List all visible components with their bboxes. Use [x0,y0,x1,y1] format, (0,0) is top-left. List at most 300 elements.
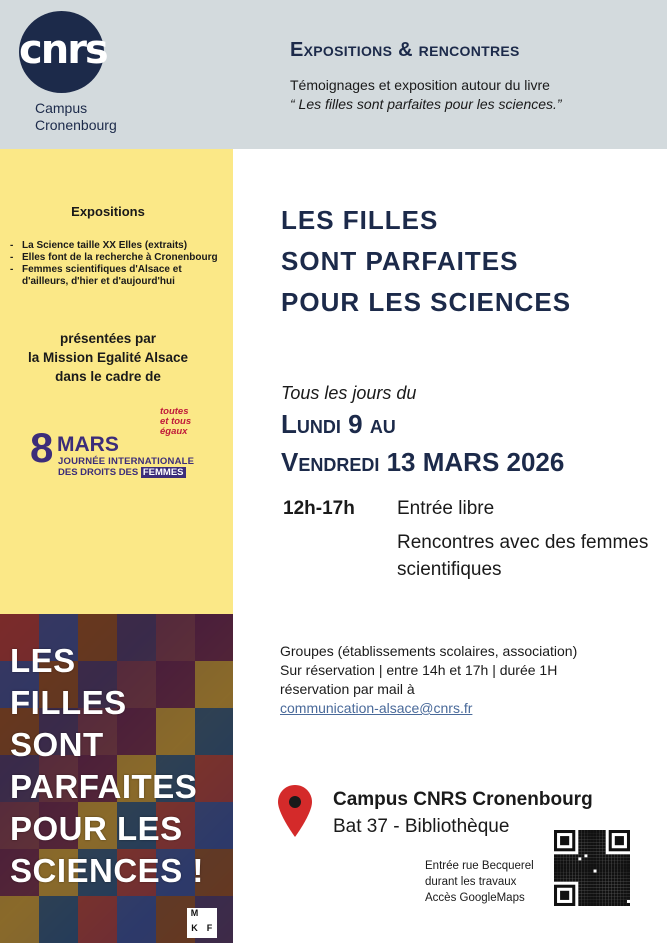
qr-module [563,863,566,866]
qr-module [624,897,627,900]
qr-module [606,854,609,857]
qr-module [575,857,578,860]
qr-module [590,845,593,848]
qr-module [581,848,584,851]
qr-module [575,873,578,876]
qr-module [581,888,584,891]
qr-module [584,876,587,879]
qr-module [606,876,609,879]
qr-module [587,857,590,860]
qr-module [609,863,612,866]
qr-module [554,879,557,882]
qr-module [618,903,621,906]
qr-module [597,894,600,897]
main-title [281,200,571,323]
qr-module [563,857,566,860]
qr-module [621,870,624,873]
tous-les-jours: Tous les jours du [281,383,417,403]
qr-module [572,854,575,857]
qr-module [575,870,578,873]
qr-module [606,860,609,863]
poster-word: PARFAITES [10,768,198,805]
qr-module [615,857,618,860]
qr-module [584,891,587,894]
femmes-highlight: FEMMES [142,467,184,478]
qr-module [597,833,600,836]
qr-module [627,903,630,906]
qr-module [600,845,603,848]
qr-module [597,839,600,842]
qr-module [566,854,569,857]
logo-line-2: et tous [160,416,192,427]
qr-module [578,894,581,897]
qr-module [618,870,621,873]
qr-module [594,830,597,833]
poster-photo-tile [39,896,78,943]
qr-module [594,857,597,860]
qr-module [572,873,575,876]
qr-module [563,854,566,857]
qr-module [597,903,600,906]
poster-photo-tile [0,896,39,943]
access-line-1: Entrée rue Becquerel [425,860,534,872]
qr-module [581,891,584,894]
qr-module [612,885,615,888]
qr-module [575,854,578,857]
qr-module [624,857,627,860]
qr-module [584,836,587,839]
qr-module [609,854,612,857]
qr-module [615,863,618,866]
qr-module [578,882,581,885]
qr-module [584,903,587,906]
qr-module [590,833,593,836]
qr-module [594,842,597,845]
qr-module [581,854,584,857]
qr-module [600,842,603,845]
qr-module [609,888,612,891]
qr-module [594,836,597,839]
logo-cell: F [206,923,213,933]
qr-module [594,897,597,900]
qr-module [606,882,609,885]
qr-module [557,857,560,860]
qr-module [600,857,603,860]
qr-module [624,885,627,888]
qr-module [572,860,575,863]
qr-module [597,897,600,900]
campus-label [35,100,117,134]
qr-module [587,839,590,842]
qr-module [624,863,627,866]
qr-module [612,876,615,879]
qr-module [578,870,581,873]
poster-word: FILLES [10,684,127,721]
qr-module [560,857,563,860]
qr-module [584,839,587,842]
qr-module [621,876,624,879]
qr-module [615,891,618,894]
qr-module [600,876,603,879]
qr-code-icon[interactable] [554,830,630,906]
groups-info [280,642,577,718]
qr-module [603,857,606,860]
qr-module [597,873,600,876]
qr-module [572,857,575,860]
qr-module [600,851,603,854]
qr-module [587,879,590,882]
qr-module [578,891,581,894]
qr-module [581,839,584,842]
poster-photo-tile [78,614,117,661]
qr-module [609,873,612,876]
qr-module [600,888,603,891]
qr-module [618,894,621,897]
qr-module [578,863,581,866]
qr-module [600,882,603,885]
qr-module [612,891,615,894]
qr-module [578,854,581,857]
qr-module [603,873,606,876]
qr-module [600,879,603,882]
date-end-day: Vendredi [281,447,380,477]
qr-module [612,857,615,860]
qr-module [554,873,557,876]
qr-module [621,900,624,903]
qr-module [612,888,615,891]
qr-module [606,857,609,860]
qr-module [560,866,563,869]
qr-module [615,879,618,882]
qr-module [594,863,597,866]
header-subtitle-2 [290,96,562,112]
qr-module [612,900,615,903]
qr-module [621,863,624,866]
qr-module [609,891,612,894]
qr-module [609,879,612,882]
qr-module [627,866,630,869]
qr-module [557,873,560,876]
date-start-day: Lundi [281,409,341,439]
qr-module [569,879,572,882]
qr-module [557,870,560,873]
qr-module [578,845,581,848]
entree-libre: Entrée libre [397,498,495,519]
qr-module [554,854,557,857]
qr-module [606,873,609,876]
qr-module [603,903,606,906]
qr-module [590,857,593,860]
groups-line-2: Sur réservation | entre 14h et 17h | durée 1H [280,662,558,678]
qr-module [584,851,587,854]
qr-module [594,848,597,851]
eight-mars-number: 8 [30,424,54,471]
qr-module [606,863,609,866]
poster-photo-tile [195,661,233,708]
logo-cell: K [191,923,198,933]
qr-module [560,873,563,876]
qr-module [554,876,557,879]
qr-module [584,866,587,869]
qr-module [578,833,581,836]
qr-module [569,873,572,876]
qr-module [624,903,627,906]
qr-module [587,866,590,869]
qr-module [612,894,615,897]
qr-module [624,870,627,873]
qr-module [621,873,624,876]
qr-module [581,857,584,860]
qr-module [603,863,606,866]
qr-module [618,873,621,876]
list-item: - La Science taille XX Elles (extraits) [10,240,220,252]
droits-prefix: DES DROITS DES [58,467,141,478]
qr-module [581,833,584,836]
qr-module [584,863,587,866]
eight-mars-word: MARS [57,433,119,456]
qr-module [581,897,584,900]
journee-internationale: JOURNÉE INTERNATIONALE [58,456,195,467]
qr-module [600,830,603,833]
qr-module [594,894,597,897]
qr-module [590,900,593,903]
qr-module [621,857,624,860]
qr-module [603,866,606,869]
groups-line-1: Groupes (établissements scolaires, association) [280,643,578,659]
location-subtitle: Bat 37 - Bibliothèque [333,816,510,837]
qr-module [581,860,584,863]
qr-module [554,866,557,869]
qr-module [606,891,609,894]
qr-module [554,860,557,863]
list-item: - Femmes scientifiques d'Alsace et d'ailleurs, d'hier et d'aujourd'hui [10,264,220,288]
qr-module [587,882,590,885]
qr-module [584,900,587,903]
qr-module [590,897,593,900]
access-line-3[interactable]: Accès GoogleMaps [425,892,525,904]
qr-module [581,903,584,906]
qr-module [581,830,584,833]
qr-module [594,833,597,836]
book-title: “ Les filles sont parfaites pour les sciences.” [290,96,562,112]
qr-module [597,882,600,885]
qr-module [600,897,603,900]
qr-module [621,891,624,894]
qr-module [587,848,590,851]
qr-module [566,870,569,873]
qr-module [600,866,603,869]
qr-module [566,866,569,869]
qr-module [597,854,600,857]
qr-module [578,836,581,839]
qr-module [594,885,597,888]
qr-module [621,879,624,882]
qr-module [575,860,578,863]
qr-module [578,851,581,854]
qr-module [618,897,621,900]
date-start-number: 9 [340,409,370,439]
logo-cell [202,908,217,923]
qr-module [578,866,581,869]
header-title: Expositions & rencontres [290,39,520,61]
qr-module [597,860,600,863]
qr-module [587,873,590,876]
qr-module [615,888,618,891]
qr-module [624,876,627,879]
qr-module [627,885,630,888]
presented-by [0,329,216,386]
qr-module [603,876,606,879]
qr-module [557,854,560,857]
email-link[interactable]: communication-alsace@cnrs.fr [280,700,473,716]
book-cover-poster [0,614,233,943]
qr-module [569,866,572,869]
qr-module [584,857,587,860]
qr-module [594,900,597,903]
qr-module [587,860,590,863]
poster-word: POUR LES [10,810,183,847]
logo-cell: M [190,908,199,918]
qr-module [566,873,569,876]
qr-module [627,888,630,891]
qr-module [581,882,584,885]
campus-line2: Cronenbourg [35,117,117,133]
qr-module [584,873,587,876]
qr-module [590,894,593,897]
cnrs-logo-text: cnrs [19,27,107,73]
qr-module [609,894,612,897]
qr-module [572,876,575,879]
qr-module [575,866,578,869]
qr-module [609,860,612,863]
qr-module [569,876,572,879]
qr-module [590,888,593,891]
header-band [0,0,667,149]
presented-line-2: la Mission Egalité Alsace [27,350,189,365]
qr-module [600,839,603,842]
qr-module [609,882,612,885]
qr-module [624,891,627,894]
qr-module [624,894,627,897]
qr-module [600,836,603,839]
qr-module [603,830,606,833]
expositions-list [10,240,220,288]
qr-module [569,870,572,873]
qr-module [606,897,609,900]
qr-module [621,885,624,888]
qr-module [600,833,603,836]
qr-module [621,860,624,863]
qr-module [618,888,621,891]
qr-module [566,860,569,863]
qr-module [581,842,584,845]
poster-word: SCIENCES ! [10,852,204,889]
qr-module [584,894,587,897]
qr-module [612,903,615,906]
qr-module [615,903,618,906]
qr-module [606,900,609,903]
qr-module [618,885,621,888]
poster-photo-tile [156,614,195,661]
presented-line-1: présentées par [59,331,157,346]
qr-module [566,876,569,879]
qr-module [594,891,597,894]
qr-module [627,882,630,885]
qr-module [587,876,590,879]
access-line-2: durant les travaux [425,876,517,888]
logo-line-1: toutes [160,406,189,417]
qr-module [587,842,590,845]
qr-module [566,857,569,860]
qr-module [587,891,590,894]
qr-module [590,873,593,876]
qr-module [584,848,587,851]
qr-module [587,854,590,857]
rencontres-text: Rencontres avec des femmes scientifiques [397,532,649,580]
qr-module [603,891,606,894]
qr-module [590,854,593,857]
qr-module [624,882,627,885]
qr-module [560,836,569,845]
qr-module [627,854,630,857]
map-pin-icon [276,783,314,839]
qr-module [612,863,615,866]
qr-module [587,845,590,848]
qr-module [594,888,597,891]
date-start-au: au [369,409,396,439]
qr-module [624,879,627,882]
qr-module [606,888,609,891]
qr-module [572,863,575,866]
qr-module [600,870,603,873]
qr-module [621,882,624,885]
qr-module [600,848,603,851]
main-title-line-1: LES FILLES [281,205,439,235]
qr-module [624,866,627,869]
qr-module [597,836,600,839]
qr-module [597,863,600,866]
qr-module [587,897,590,900]
qr-module [615,882,618,885]
qr-module [615,876,618,879]
groups-line-3: réservation par mail à [280,681,415,697]
qr-module [590,839,593,842]
qr-module [597,870,600,873]
qr-module [590,860,593,863]
qr-module [590,851,593,854]
qr-module [587,851,590,854]
qr-module [554,870,557,873]
qr-module [590,876,593,879]
qr-module [575,876,578,879]
date-start [281,409,396,440]
qr-module [600,860,603,863]
qr-module [560,870,563,873]
qr-module [612,854,615,857]
qr-module [581,900,584,903]
qr-module [597,885,600,888]
qr-module [594,845,597,848]
qr-module [590,863,593,866]
qr-module [618,857,621,860]
qr-module [575,879,578,882]
presented-line-3: dans le cadre de [55,369,161,384]
main-title-line-2: SONT PARFAITES [281,246,519,276]
qr-module [627,870,630,873]
qr-module [563,866,566,869]
qr-module [584,885,587,888]
qr-module [587,833,590,836]
